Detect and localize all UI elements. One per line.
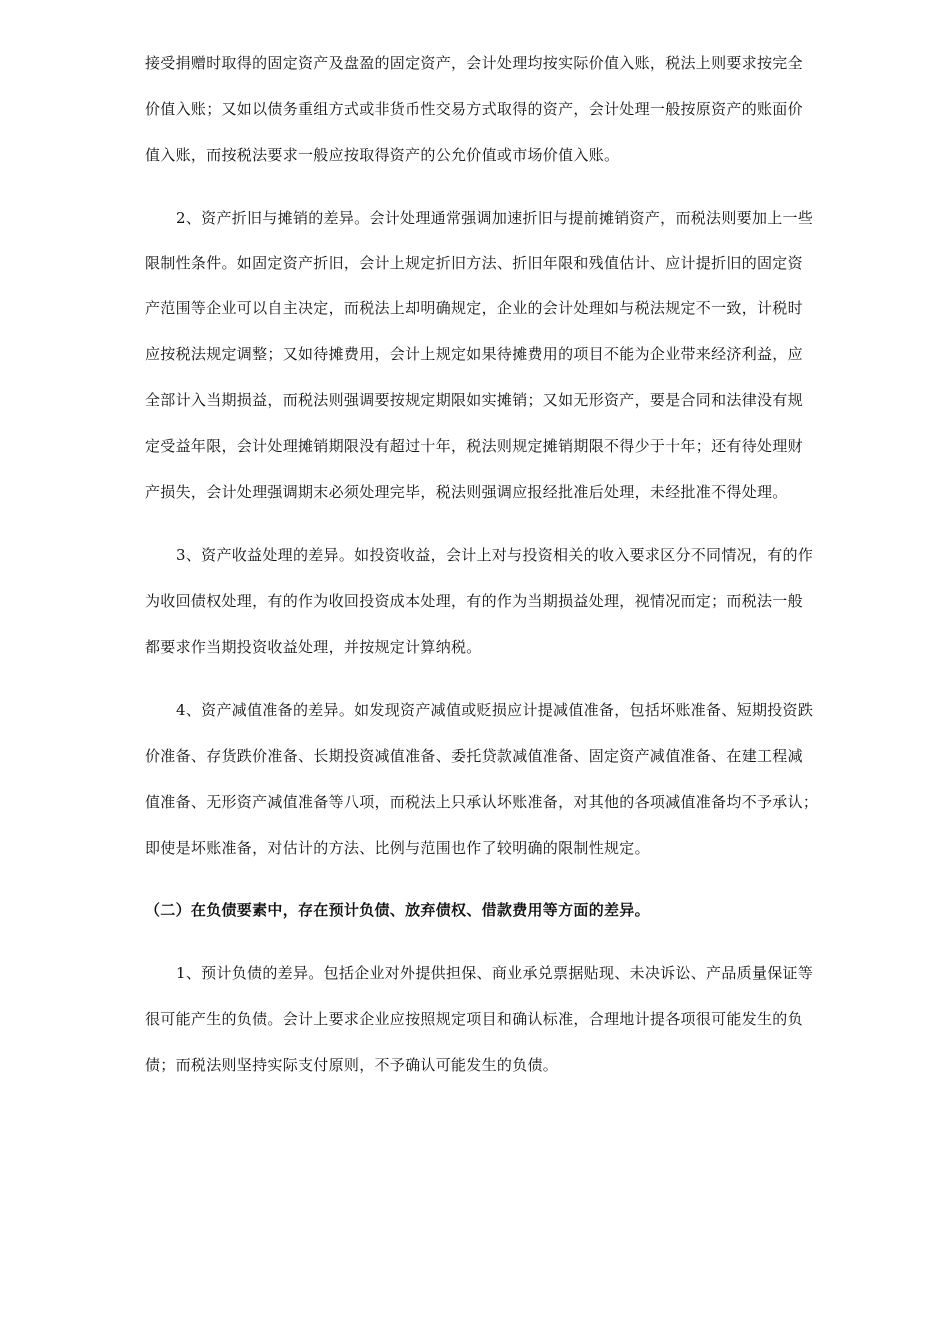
text-line: 都要求作当期投资收益处理，并按规定计算纳税。	[145, 638, 482, 656]
text-line: 值入账，而按税法要求一般应按取得资产的公允价值或市场价值入账。	[145, 146, 620, 164]
text-line: 价准备、存货跌价准备、长期投资减值准备、委托贷款减值准备、固定资产减值准备、在建工程减	[145, 747, 803, 765]
text-line: 3、资产收益处理的差异。如投资收益，会计上对与投资相关的收入要求区分不同情况，有的作	[176, 546, 814, 564]
text-line: 定受益年限，会计处理摊销期限没有超过十年，税法则规定摊销期限不得少于十年；还有待处理财	[145, 437, 803, 455]
text-line: 4、资产减值准备的差异。如发现资产减值或贬损应计提减值准备，包括坏账准备、短期投资跌	[176, 701, 814, 719]
section-heading: （二）在负债要素中，存在预计负债、放弃债权、借款费用等方面的差异。	[145, 901, 650, 919]
text-line: 值准备、无形资产减值准备等八项，而税法上只承认坏账准备，对其他的各项减值准备均不予承认；	[145, 793, 819, 811]
text-line: 很可能产生的负债。会计上要求企业应按照规定项目和确认标准，合理地计提各项很可能发生的负	[145, 1010, 803, 1028]
text-line: 全部计入当期损益，而税法则强调要按规定期限如实摊销；又如无形资产，要是合同和法律没有规	[145, 391, 803, 409]
text-line: 产范围等企业可以自主决定，而税法上却明确规定，企业的会计处理如与税法规定不一致，计税时	[145, 299, 803, 317]
text-line: 1、预计负债的差异。包括企业对外提供担保、商业承兑票据贴现、未决诉讼、产品质量保证等	[176, 964, 814, 982]
text-line: 价值入账；又如以债务重组方式或非货币性交易方式取得的资产，会计处理一般按原资产的账面价	[145, 100, 803, 118]
text-line: 为收回债权处理，有的作为收回投资成本处理，有的作为当期损益处理，视情况而定；而税法一般	[145, 592, 803, 610]
text-line: 应按税法规定调整；又如待摊费用，会计上规定如果待摊费用的项目不能为企业带来经济利益，应	[145, 345, 803, 363]
text-line: 2、资产折旧与摊销的差异。会计处理通常强调加速折旧与提前摊销资产，而税法则要加上一些	[176, 209, 814, 227]
text-line: 限制性条件。如固定资产折旧，会计上规定折旧方法、折旧年限和残值估计、应计提折旧的固定资	[145, 254, 803, 272]
text-line: 接受捐赠时取得的固定资产及盘盈的固定资产，会计处理均按实际价值入账，税法上则要求按完全	[145, 54, 803, 72]
text-line: 产损失，会计处理强调期末必须处理完毕，税法则强调应报经批准后处理，未经批准不得处理。	[145, 483, 788, 501]
text-line: 即使是坏账准备，对估计的方法、比例与范围也作了较明确的限制性规定。	[145, 839, 650, 857]
text-line: 债；而税法则坚持实际支付原则，不予确认可能发生的负债。	[145, 1056, 559, 1074]
